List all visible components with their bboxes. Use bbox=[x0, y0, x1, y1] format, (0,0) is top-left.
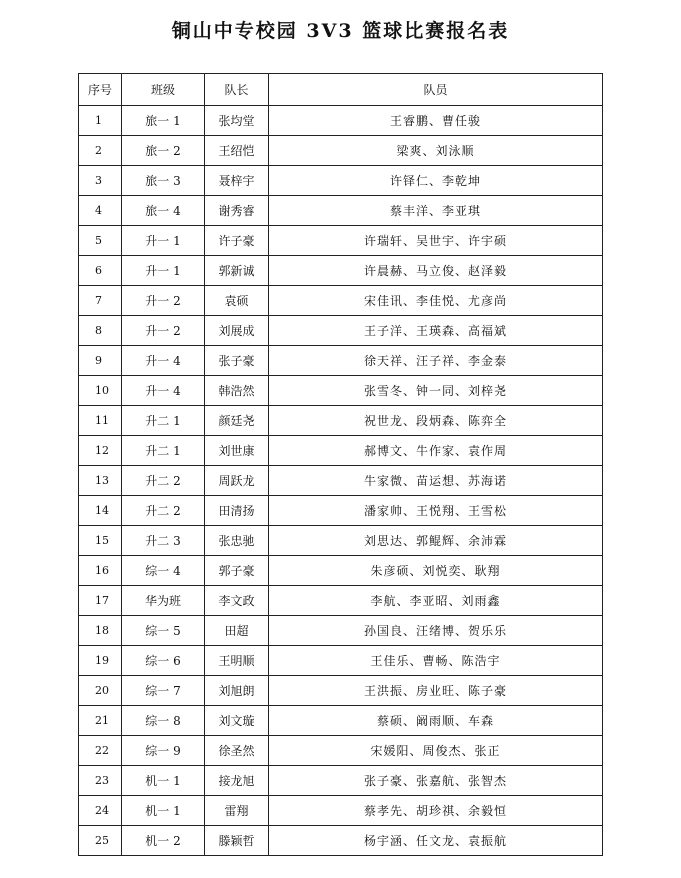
cell-class: 升一 1 bbox=[122, 256, 205, 286]
table-row bbox=[79, 766, 603, 796]
cell-class: 综一 8 bbox=[122, 706, 205, 736]
cell-captain: 许子豪 bbox=[205, 226, 269, 256]
cell-members: 牛家微、苗运想、苏海诺 bbox=[269, 466, 603, 496]
cell-no: 25 bbox=[79, 826, 122, 856]
cell-captain: 田超 bbox=[205, 616, 269, 646]
table-row bbox=[79, 646, 603, 676]
table-row bbox=[79, 616, 603, 646]
cell-members: 朱彦硕、刘悦奕、耿翔 bbox=[269, 556, 603, 586]
cell-no: 7 bbox=[79, 286, 122, 316]
header-members: 队员 bbox=[269, 74, 603, 106]
cell-class: 升一 2 bbox=[122, 286, 205, 316]
cell-no: 11 bbox=[79, 406, 122, 436]
cell-no: 9 bbox=[79, 346, 122, 376]
cell-class: 升二 1 bbox=[122, 406, 205, 436]
cell-captain: 韩浩然 bbox=[205, 376, 269, 406]
table-row bbox=[79, 256, 603, 286]
cell-captain: 张子豪 bbox=[205, 346, 269, 376]
table-row bbox=[79, 316, 603, 346]
cell-members: 王洪振、房业旺、陈子豪 bbox=[269, 676, 603, 706]
cell-captain: 袁硕 bbox=[205, 286, 269, 316]
table-header bbox=[79, 74, 603, 106]
cell-members: 梁爽、刘泳顺 bbox=[269, 136, 603, 166]
table-row bbox=[79, 526, 603, 556]
table-row bbox=[79, 706, 603, 736]
table-row bbox=[79, 286, 603, 316]
table-row bbox=[79, 106, 603, 136]
cell-captain: 聂梓宇 bbox=[205, 166, 269, 196]
cell-class: 旅一 2 bbox=[122, 136, 205, 166]
cell-class: 升一 4 bbox=[122, 376, 205, 406]
cell-no: 20 bbox=[79, 676, 122, 706]
cell-members: 蔡硕、阚雨顺、车森 bbox=[269, 706, 603, 736]
cell-members: 宋媛阳、周俊杰、张正 bbox=[269, 736, 603, 766]
cell-captain: 张均堂 bbox=[205, 106, 269, 136]
cell-captain: 雷翔 bbox=[205, 796, 269, 826]
cell-members: 孙国良、汪绪博、贺乐乐 bbox=[269, 616, 603, 646]
cell-captain: 刘展成 bbox=[205, 316, 269, 346]
cell-no: 22 bbox=[79, 736, 122, 766]
cell-class: 旅一 4 bbox=[122, 196, 205, 226]
cell-class: 综一 7 bbox=[122, 676, 205, 706]
page-title: 铜山中专校园 3V3 篮球比赛报名表 bbox=[171, 20, 510, 42]
table-row bbox=[79, 796, 603, 826]
cell-members: 张雪冬、钟一同、刘梓尧 bbox=[269, 376, 603, 406]
cell-no: 18 bbox=[79, 616, 122, 646]
cell-class: 旅一 3 bbox=[122, 166, 205, 196]
cell-class: 综一 6 bbox=[122, 646, 205, 676]
cell-members: 祝世龙、段炳森、陈弈全 bbox=[269, 406, 603, 436]
cell-captain: 刘旭朗 bbox=[205, 676, 269, 706]
cell-no: 14 bbox=[79, 496, 122, 526]
cell-class: 升二 2 bbox=[122, 466, 205, 496]
cell-members: 蔡丰洋、李亚琪 bbox=[269, 196, 603, 226]
cell-members: 潘家帅、王悦翔、王雪松 bbox=[269, 496, 603, 526]
cell-members: 王子洋、王瑛森、高福斌 bbox=[269, 316, 603, 346]
table-row bbox=[79, 436, 603, 466]
cell-members: 许瑞轩、吴世宇、许宇硕 bbox=[269, 226, 603, 256]
cell-captain: 田清扬 bbox=[205, 496, 269, 526]
cell-no: 3 bbox=[79, 166, 122, 196]
table-row bbox=[79, 376, 603, 406]
cell-class: 机一 1 bbox=[122, 766, 205, 796]
cell-no: 1 bbox=[79, 106, 122, 136]
table-row bbox=[79, 196, 603, 226]
cell-no: 19 bbox=[79, 646, 122, 676]
header-row bbox=[79, 74, 603, 106]
cell-no: 8 bbox=[79, 316, 122, 346]
cell-no: 5 bbox=[79, 226, 122, 256]
cell-captain: 刘文璇 bbox=[205, 706, 269, 736]
cell-members: 蔡孝先、胡珍祺、余毅恒 bbox=[269, 796, 603, 826]
cell-captain: 谢秀睿 bbox=[205, 196, 269, 226]
table-row bbox=[79, 676, 603, 706]
table-row bbox=[79, 556, 603, 586]
cell-members: 杨宇涵、任文龙、袁振航 bbox=[269, 826, 603, 856]
cell-members: 李航、李亚昭、刘雨鑫 bbox=[269, 586, 603, 616]
cell-class: 综一 4 bbox=[122, 556, 205, 586]
table-row bbox=[79, 226, 603, 256]
cell-class: 综一 9 bbox=[122, 736, 205, 766]
cell-members: 张子豪、张嘉航、张智杰 bbox=[269, 766, 603, 796]
cell-class: 机一 1 bbox=[122, 796, 205, 826]
cell-members: 郝博文、牛作家、袁作周 bbox=[269, 436, 603, 466]
table-row bbox=[79, 166, 603, 196]
cell-members: 许晨赫、马立俊、赵泽毅 bbox=[269, 256, 603, 286]
cell-no: 21 bbox=[79, 706, 122, 736]
cell-class: 旅一 1 bbox=[122, 106, 205, 136]
header-no: 序号 bbox=[79, 74, 122, 106]
cell-class: 升一 2 bbox=[122, 316, 205, 346]
cell-captain: 郭子豪 bbox=[205, 556, 269, 586]
cell-captain: 滕颖哲 bbox=[205, 826, 269, 856]
cell-members: 宋佳讯、李佳悦、尤彦尚 bbox=[269, 286, 603, 316]
cell-no: 16 bbox=[79, 556, 122, 586]
table-row bbox=[79, 496, 603, 526]
cell-captain: 张忠驰 bbox=[205, 526, 269, 556]
cell-no: 6 bbox=[79, 256, 122, 286]
cell-members: 徐天祥、汪子祥、李金泰 bbox=[269, 346, 603, 376]
cell-class: 升一 1 bbox=[122, 226, 205, 256]
cell-class: 升二 1 bbox=[122, 436, 205, 466]
cell-members: 王佳乐、曹畅、陈浩宇 bbox=[269, 646, 603, 676]
cell-no: 12 bbox=[79, 436, 122, 466]
cell-members: 王睿鹏、曹任骏 bbox=[269, 106, 603, 136]
cell-no: 2 bbox=[79, 136, 122, 166]
cell-class: 机一 2 bbox=[122, 826, 205, 856]
table-row bbox=[79, 466, 603, 496]
table-row bbox=[79, 586, 603, 616]
cell-captain: 王明顺 bbox=[205, 646, 269, 676]
registration-table bbox=[78, 73, 603, 856]
cell-class: 升二 3 bbox=[122, 526, 205, 556]
cell-class: 升二 2 bbox=[122, 496, 205, 526]
table-row bbox=[79, 736, 603, 766]
table-row bbox=[79, 406, 603, 436]
cell-captain: 周跃龙 bbox=[205, 466, 269, 496]
cell-members: 许铎仁、李乾坤 bbox=[269, 166, 603, 196]
cell-class: 华为班 bbox=[122, 586, 205, 616]
cell-captain: 郭新诚 bbox=[205, 256, 269, 286]
cell-captain: 李文政 bbox=[205, 586, 269, 616]
header-class: 班级 bbox=[122, 74, 205, 106]
table-row bbox=[79, 136, 603, 166]
cell-class: 升一 4 bbox=[122, 346, 205, 376]
cell-members: 刘思达、郭鲲辉、余沛霖 bbox=[269, 526, 603, 556]
cell-captain: 刘世康 bbox=[205, 436, 269, 466]
cell-no: 13 bbox=[79, 466, 122, 496]
cell-no: 10 bbox=[79, 376, 122, 406]
cell-no: 15 bbox=[79, 526, 122, 556]
cell-no: 4 bbox=[79, 196, 122, 226]
table-body bbox=[79, 106, 603, 856]
cell-no: 24 bbox=[79, 796, 122, 826]
cell-class: 综一 5 bbox=[122, 616, 205, 646]
cell-captain: 徐圣然 bbox=[205, 736, 269, 766]
cell-no: 23 bbox=[79, 766, 122, 796]
cell-no: 17 bbox=[79, 586, 122, 616]
cell-captain: 王绍恺 bbox=[205, 136, 269, 166]
header-captain: 队长 bbox=[205, 74, 269, 106]
table-row bbox=[79, 826, 603, 856]
cell-captain: 颜廷尧 bbox=[205, 406, 269, 436]
cell-captain: 接龙旭 bbox=[205, 766, 269, 796]
table-row bbox=[79, 346, 603, 376]
